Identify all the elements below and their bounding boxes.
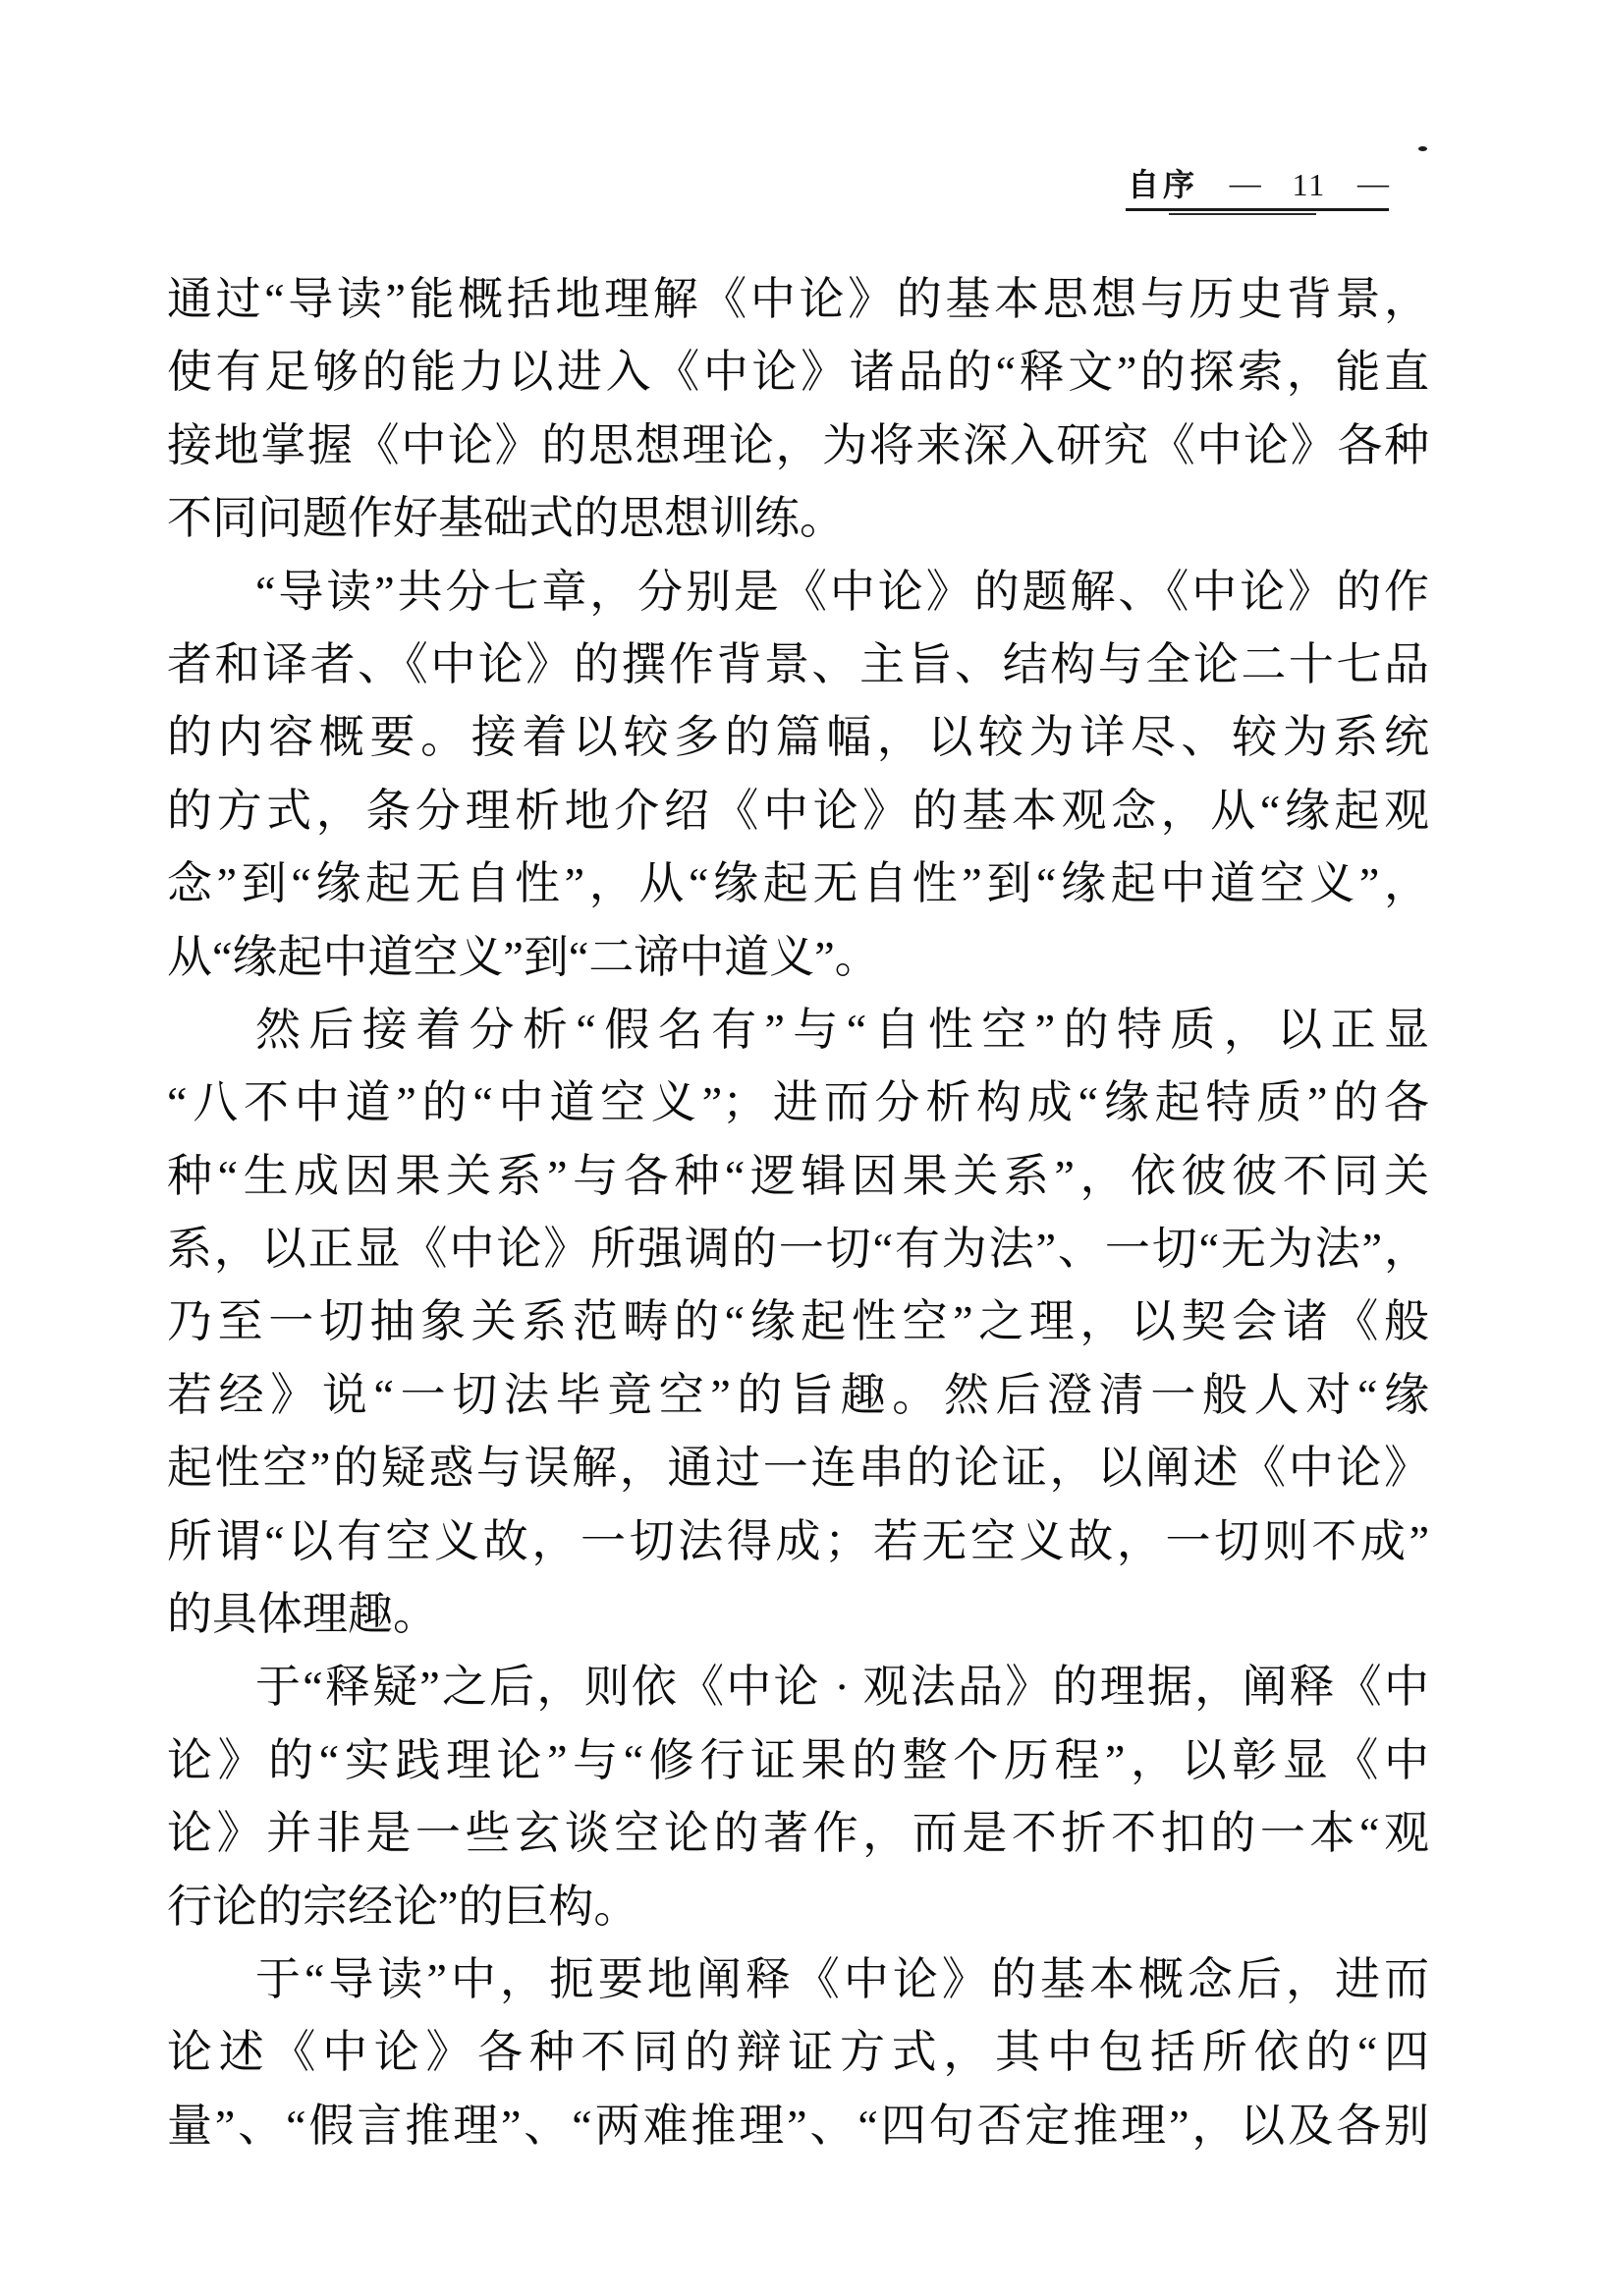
paragraph [167, 994, 1429, 1652]
text-line: 种“生成因果关系”与各种“逻辑因果关系”，依彼彼不同关 [167, 1150, 1429, 1201]
text-line: 通过“导读”能概括地理解《中论》的基本思想与历史背景， [167, 274, 1429, 324]
text-line: 系，以正显《中论》所强调的一切“有为法”、一切“无为法”， [167, 1224, 1429, 1275]
running-head-rule [1126, 208, 1389, 211]
text-line: 量”、“假言推理”、“两难推理”、“四句否定推理”，以及各别 [167, 2100, 1429, 2151]
scan-speckle-dot [1418, 146, 1427, 151]
text-line: 乃至一切抽象关系范畴的“缘起性空”之理，以契会诸《般 [167, 1296, 1429, 1347]
text-line: 从“缘起中道空义”到“二谛中道义”。 [167, 931, 880, 982]
paragraph [167, 1943, 1429, 2162]
text-line: 论述《中论》各种不同的辩证方式，其中包括所依的“四 [167, 2027, 1429, 2078]
text-line: 念”到“缘起无自性”，从“缘起无自性”到“缘起中道空义”， [167, 858, 1429, 909]
text-line: 的内容概要。接着以较多的篇幅，以较为详尽、较为系统 [167, 712, 1429, 763]
text-line: 所谓“以有空义故，一切法得成；若无空义故，一切则不成” [167, 1515, 1429, 1566]
text-line: 的方式，条分理析地介绍《中论》的基本观念，从“缘起观 [167, 785, 1429, 836]
text-line: “导读”共分七章，分别是《中论》的题解、《中论》的作 [255, 566, 1429, 617]
text-line: 使有足够的能力以进入《中论》诸品的“释文”的探索，能直 [167, 347, 1429, 398]
text-line: 行论的宗经论”的巨构。 [167, 1881, 639, 1932]
text-line: 然后接着分析“假名有”与“自性空”的特质，以正显 [255, 1004, 1429, 1055]
text-line: 论》并非是一些玄谈空论的著作，而是不折不扣的一本“观 [167, 1808, 1429, 1859]
page-number-dash-left: — [1229, 165, 1261, 200]
section-title: 自序 [1128, 167, 1199, 202]
running-head [1128, 167, 1389, 202]
text-line: 论》的“实践理论”与“修行证果的整个历程”，以彰显《中 [167, 1734, 1429, 1785]
text-line: 起性空”的疑惑与误解，通过一连串的论证，以阐述《中论》 [167, 1443, 1429, 1494]
paragraph [167, 556, 1429, 994]
paragraph [167, 263, 1429, 556]
text-body [167, 263, 1429, 2162]
text-line: 的具体理趣。 [167, 1589, 438, 1640]
text-line: “八不中道”的“中道空义”；进而分析构成“缘起特质”的各 [167, 1077, 1429, 1128]
text-line: 于“导读”中，扼要地阐释《中论》的基本概念后，进而 [255, 1953, 1429, 2004]
text-line: 于“释疑”之后，则依《中论 · 观法品》的理据，阐释《中 [255, 1662, 1429, 1713]
page-number-dash-right: — [1356, 165, 1389, 200]
text-line: 若经》说“一切法毕竟空”的旨趣。然后澄清一般人对“缘 [167, 1369, 1429, 1420]
page-number: 11 [1292, 167, 1327, 202]
text-line: 者和译者、《中论》的撰作背景、主旨、结构与全论二十七品 [167, 638, 1429, 689]
text-line: 不同问题作好基础式的思想训练。 [167, 493, 845, 544]
running-head-rule-secondary [1169, 213, 1316, 215]
text-line: 接地掌握《中论》的思想理论，为将来深入研究《中论》各种 [167, 419, 1429, 470]
paragraph [167, 1651, 1429, 1943]
